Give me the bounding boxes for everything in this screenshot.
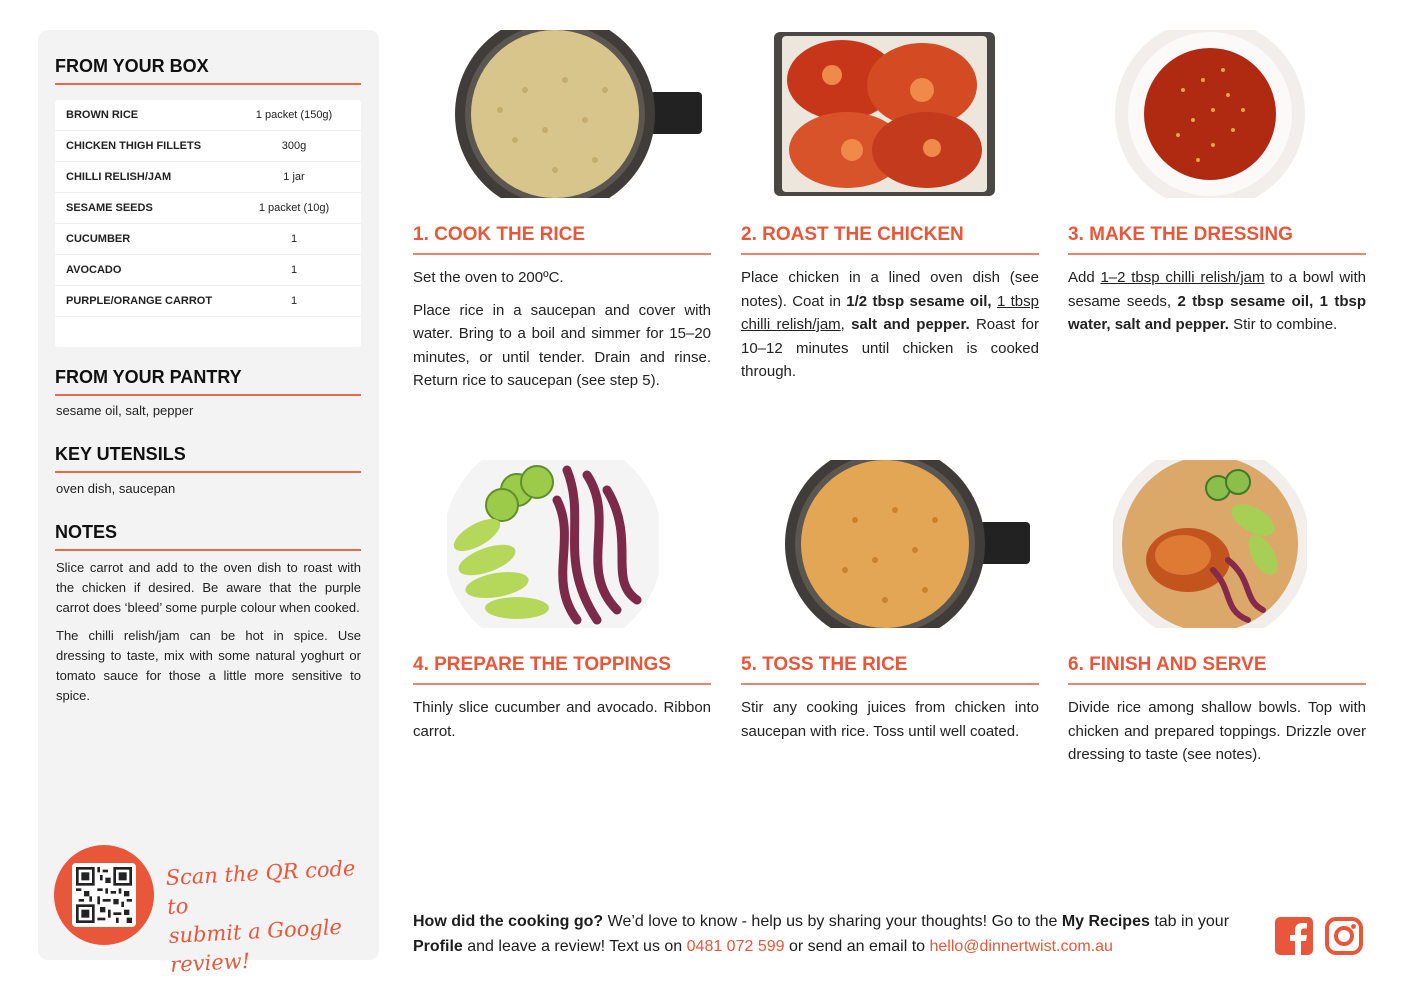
step-bold: 1/2 tbsp sesame oil, (846, 292, 992, 310)
step-text: Place chicken in a lined oven dish (see notes). Coat in (741, 269, 1039, 310)
step-1-title: 1. COOK THE RICE (413, 224, 711, 255)
table-row (55, 224, 361, 255)
footer-profile: Profile (413, 938, 463, 955)
step-5-title: 5. TOSS THE RICE (741, 654, 1039, 685)
table-row (55, 131, 361, 162)
step-bold: 2 tbsp sesame oil, 1 tbsp water, salt and pepper. (1068, 292, 1366, 333)
footer-my-recipes: My Recipes (1061, 913, 1150, 930)
step-5-body (741, 696, 1039, 752)
step-paragraph: Set the oven to 200ºC. (413, 269, 564, 286)
step-bold: salt and pepper. (851, 316, 970, 333)
qr-badge[interactable] (54, 845, 154, 945)
instagram-icon[interactable] (1325, 917, 1363, 955)
email-link[interactable]: hello@dinnertwist.com.au (929, 938, 1113, 955)
step-text: Add (1068, 269, 1101, 286)
ingredient-qty: 1 (290, 295, 298, 307)
ingredient-qty: 1 jar (283, 171, 305, 183)
step-paragraph: Stir any cooking juices from chicken into saucepan with rice. Toss until well coated. (741, 699, 1039, 740)
from-your-box-heading: FROM YOUR BOX (55, 56, 361, 85)
utensils-text: oven dish, saucepan (56, 481, 176, 496)
ingredient-name: AVOCADO (66, 264, 122, 276)
table-row (55, 286, 361, 317)
note-paragraph: The chilli relish/jam can be hot in spice. Use dressing to taste, mix with some natural yoghurt or tomato sauce for those a little more sensitive to spice. (56, 628, 361, 703)
footer-text: tab in your (1149, 913, 1230, 930)
footer-text: or send an email to (784, 938, 930, 955)
table-row (55, 255, 361, 286)
step-4-title: 4. PREPARE THE TOPPINGS (413, 654, 711, 685)
table-row (55, 100, 361, 131)
phone-link[interactable]: 0481 072 599 (686, 938, 785, 955)
rice-saucepan-photo (455, 30, 705, 198)
step-6-title: 6. FINISH AND SERVE (1068, 654, 1366, 685)
table-row (55, 193, 361, 224)
qr-code-icon[interactable] (72, 863, 136, 927)
note-paragraph: Slice carrot and add to the oven dish to roast with the chicken if desired. Be aware that the purple carrot does ‘bleed’ some purple colour when cooked. (56, 560, 361, 615)
ingredient-qty: 1 packet (150g) (255, 109, 333, 121)
qr-line: submit a Google review! (168, 914, 343, 977)
ingredients-sidebar (38, 30, 379, 977)
step-2-body (741, 266, 1039, 393)
step-paragraph: Thinly slice cucumber and avocado. Ribbon carrot. (413, 699, 711, 740)
ingredient-qty: 300g (281, 140, 307, 152)
step-paragraph: Place rice in a saucepan and cover with water. Bring to a boil and simmer for 15–20 minutes, or until tender. Drain and rinse. Return rice to saucepan (see step 5). (413, 301, 711, 389)
step-3-body (1068, 266, 1366, 346)
step-6-body (1068, 696, 1366, 776)
roast-chicken-photo (772, 30, 997, 198)
step-underline: 1–2 tbsp chilli relish/jam (1100, 269, 1265, 286)
ingredient-name: CHILLI RELISH/JAM (66, 171, 172, 183)
key-utensils-heading: KEY UTENSILS (55, 444, 361, 473)
step-1-body (413, 266, 711, 402)
toppings-plate-photo (447, 460, 659, 628)
ingredient-name: SESAME SEEDS (66, 202, 153, 214)
step-text: Roast for 10–12 minutes until chicken is cooked through. (741, 316, 1039, 380)
step-text: , (840, 316, 852, 333)
footer-text: and leave a review! Text us on (462, 938, 687, 955)
tossed-rice-photo (785, 460, 1035, 628)
qr-review-text (165, 853, 382, 980)
finished-bowl-photo (1113, 460, 1307, 628)
from-your-pantry-heading: FROM YOUR PANTRY (55, 367, 361, 396)
ingredient-name: BROWN RICE (66, 109, 139, 121)
ingredient-name: CUCUMBER (66, 233, 131, 245)
table-row (55, 162, 361, 193)
ingredient-name: PURPLE/ORANGE CARROT (66, 295, 213, 307)
step-text: Stir to combine. (1228, 316, 1338, 333)
step-paragraph: Divide rice among shallow bowls. Top with chicken and prepared toppings. Drizzle over dressing to taste (see notes). (1068, 699, 1366, 763)
step-4-body (413, 696, 711, 752)
footer-text: We’d love to know - help us by sharing your thoughts! Go to the (603, 913, 1062, 930)
footer-question: How did the cooking go? (413, 913, 604, 930)
step-2-title: 2. ROAST THE CHICKEN (741, 224, 1039, 255)
ingredient-qty: 1 packet (10g) (258, 202, 330, 214)
notes-heading: NOTES (55, 522, 361, 551)
dressing-bowl-photo (1113, 30, 1307, 198)
step-3-title: 3. MAKE THE DRESSING (1068, 224, 1366, 255)
feedback-footer (413, 909, 1263, 959)
ingredients-table (55, 100, 361, 347)
step-underline: 1 tbsp chilli relish/jam (741, 292, 1039, 333)
ingredient-qty: 1 (290, 264, 298, 276)
notes-text (56, 558, 361, 714)
pantry-text: sesame oil, salt, pepper (56, 403, 194, 418)
ingredient-qty: 1 (290, 233, 298, 245)
step-paragraph (1068, 266, 1366, 337)
qr-line: Scan the QR code to (165, 856, 356, 920)
step-text: to a bowl with sesame seeds, (1068, 269, 1366, 310)
facebook-icon[interactable] (1275, 917, 1313, 955)
step-paragraph (741, 266, 1039, 384)
ingredient-name: CHICKEN THIGH FILLETS (66, 140, 202, 152)
